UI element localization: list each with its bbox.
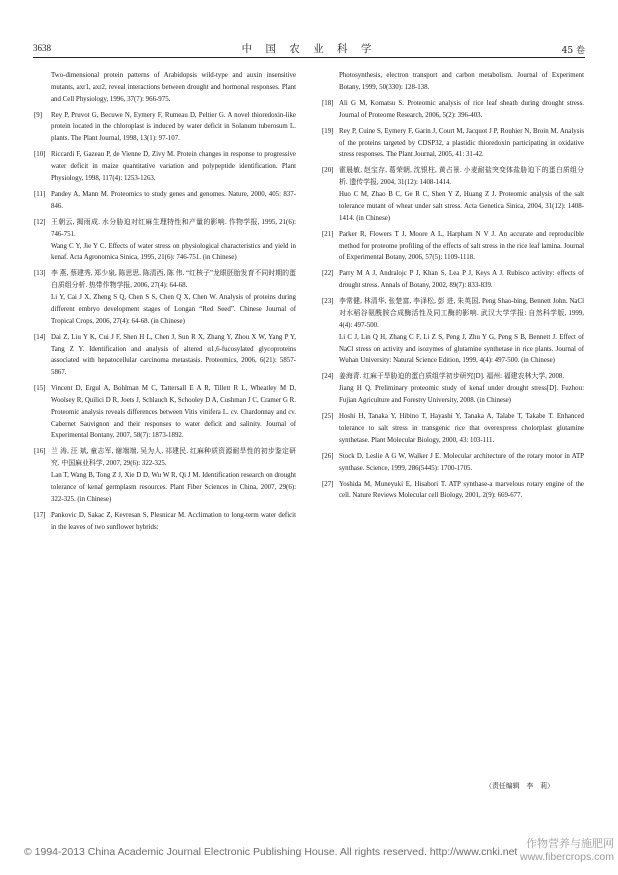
reference-item [34, 110, 296, 145]
reference-text: Rey P, Pruvot G, Becuwe N, Eymery F, Rumeau D, Peltier G. A novel thioredoxin-like protein located in the chloroplast is induced by water deficit in Solanum tuberosum L. plants. The Plant Journal, 1998, 13(1): 97-107. [51, 111, 296, 143]
reference-item [34, 70, 296, 105]
volume-label: 45 卷 [561, 46, 585, 56]
references-right-column [322, 70, 584, 507]
reference-item [322, 371, 584, 406]
reference-text: Two-dimensional protein patterns of Arabidopsis wild-type and auxin insensitive mutants, axr1, axr2, reveal interactions between drought and hormonal responses. Plant and Cell Physiology, 1996, 37(7): 966-975. [51, 72, 296, 103]
reference-text: 兰 涛, 汪 斌, 童志军, 谢端端, 吴为人, 祁建民. 红麻种质资源耐旱性的初步鉴定研究. 中国麻业科学, 2007, 29(6): 322-325. [51, 448, 296, 468]
reference-number: [23] [322, 298, 334, 306]
reference-text: Yoshida M, Muneyuki E, Hisabori T. ATP synthase-a marvelous rotary engine of the cell. Nature Reviews Molecular cell Biology, 2001, 2(9): 669-677. [339, 480, 584, 500]
reference-text: Parry M A J, Andralojc P J, Khan S, Lea P J, Keys A J. Rubisco activity: effects of drought stress. Annals of Botany, 2002, 89(7): 833-839. [339, 270, 584, 290]
reference-number: [25] [322, 413, 334, 421]
reference-number: [15] [34, 385, 46, 393]
reference-item [34, 510, 296, 534]
reference-number: [11] [34, 191, 46, 199]
reference-text: Dai Z, Liu Y K, Cui J F, Shen H L, Chen J, Sun R X, Zhang Y, Zhou X W, Yang P Y, Tang Z Y. Identification and analysis of altered α1,6-fucosylated glycoproteins associated with hepatocellular carcinoma metastasis. Proteomics, 2006, 6(21): 5857-5867. [51, 333, 296, 377]
reference-number: [13] [34, 270, 46, 278]
references-left-column [34, 70, 296, 538]
reference-number: [19] [322, 127, 334, 135]
reference-text: Ali G M, Komatsu S. Proteomic analysis of rice leaf sheath during drought stress. Journal of Proteome Research, 2006, 5(2): 396-403. [339, 99, 584, 119]
reference-item [34, 189, 296, 213]
watermark-url: www.fibercrops.com [520, 851, 614, 863]
reference-text: 王朝云, 揭雨成. 水分胁迫对红麻生理特性和产量的影响. 作物学报, 1995, 21(6): 746-751. [51, 218, 296, 238]
reference-text: Jiang H Q. Preliminary proteomic study of kenaf under drought stress[D]. Fuzhou: Fujian Agriculture and Forestry University, 2008. (in Chinese) [339, 385, 584, 404]
reference-text: 姜海青. 红麻干旱胁迫的蛋白质组学初步研究[D]. 福州: 福建农林大学, 2008. [339, 373, 565, 381]
reference-item [322, 98, 584, 122]
reference-text: Parker R, Flowers T J, Moore A L, Harpham N V J. An accurate and reproducible method for proteome profiling of the effects of salt stress in the rice leaf lamina. Journal of Experimental Botany, 2006, 57(5): 1109-1118. [339, 230, 584, 262]
reference-number: [14] [34, 333, 46, 341]
reference-text: Vincent D, Ergul A, Bohlman M C, Tattersall E A R, Tillett R L, Wheatley M D, Woolsey R, Quilici D R, Joets J, Schlauch K, Schooley D A, Cushman J C, Cramer G R. Proteomic analysis reveals differences between Vitis vinifera L. cv. Chardonnay and cv. Cabernet Sauvignon and their responses to water deficit and salinity. Journal of Experimental Bontany, 2007, 58(7): 1873-1892. [51, 385, 296, 440]
reference-text: Li C J, Lin Q H, Zhang C F, Li Z S, Peng J, Zhu Y G, Peng S B, Bennett J. Effect of NaCl stress on activity and isozymes of glutamine synthetase in rice plants. Journal of Wuhan University: Natural Science Edition, 1999, 4(4): 497-500. (in Chinese) [339, 333, 584, 365]
reference-item [34, 149, 296, 184]
site-watermark [520, 835, 614, 863]
reference-number: [18] [322, 99, 334, 107]
reference-text: Hoshi H, Tanaka Y, Hibino T, Hayashi Y, Tanaka A, Talabe T, Takabe T. Enhanced tolerance to salt stress in transgenic rice that overexpress cholorplast glutamine synthetase. Plant Molecular Biology, 2000, 43: 103-111. [339, 413, 584, 444]
reference-text: Rey P, Cuine S, Eymery F, Garin J, Court M, Jacquot J P, Rouhier N, Broin M. Analysis of the proteins targeted by CDSP32, a plastidic thioredoxin participating in oxidative stress responses. The Plant Journal, 2005, 41: 31-42. [339, 127, 584, 159]
page-footer [0, 837, 618, 863]
reference-text: Photosynthesis, electron transport and carbon metabolism. Journal of Experiment Botany, 1999, 50(330): 128-138. [339, 72, 584, 91]
reference-item [322, 229, 584, 264]
reference-number: [12] [34, 218, 46, 226]
reference-number: [16] [34, 448, 46, 456]
reference-text: 李常健, 林清华, 张楚富, 李泽松, 彭 进, 朱英国, Peng Shao-bing, Bennett John. NaCl 对水稻谷氨酰胺合成酶活性及同工酶的影响. 武汉大学学报: 自然科学版, 1999, 4(4): 497-500. [339, 298, 584, 329]
reference-number: [17] [34, 511, 46, 519]
reference-number: [26] [322, 452, 334, 460]
reference-text: 李 燕, 蔡建秀, 郑少泉, 陈思思, 陈清西, 陈 伟. “红核子”龙眼胚胎发育不同时期的蛋白质组分析. 热带作物学报, 2006, 27(4): 64-68. [51, 270, 296, 290]
reference-item [322, 411, 584, 446]
reference-number: [10] [34, 151, 46, 159]
watermark-cn: 作物营养与施肥网 [526, 837, 614, 850]
reference-item [34, 217, 296, 264]
reference-number: [27] [322, 480, 334, 488]
reference-text: Lan T, Wang B, Tong Z J, Xie D D, Wu W R, Qi J M. Identification research on drought tolerance of kenaf germplasm resources. Plant Fiber Sciences in China, 2007, 29(6): 322-325. (in Chinese) [51, 472, 296, 503]
reference-number: [24] [322, 373, 334, 381]
reference-item [34, 383, 296, 442]
reference-number: [21] [322, 230, 334, 238]
reference-number: [22] [322, 270, 334, 278]
reference-number: [20] [322, 167, 334, 175]
reference-item [322, 165, 584, 224]
reference-item [34, 332, 296, 379]
reference-text: Pandey A, Mann M. Proteomics to study genes and genomes. Nature, 2000, 405: 837-846. [51, 191, 296, 210]
reference-item [322, 479, 584, 503]
reference-text: 霍晨敏, 赵宝存, 葛荣朝, 沈银柱, 黄占景. 小麦耐盐突变体盐胁迫下的蛋白质组分析. 遗传学报, 2004, 31(12): 1408-1414. [339, 167, 584, 187]
reference-item [322, 296, 584, 367]
reference-text: Stock D, Leslie A G W, Walker J E. Molecular architecture of the rotary motor in ATP synthase. Science, 1999, 286(5445): 1700-1705. [339, 452, 584, 472]
reference-item [322, 70, 584, 94]
reference-text: Li Y, Cai J X, Zheng S Q, Chen S S, Chen Q X, Chen W. Analysis of proteins during different embryo development stages of Longan “Red Seed”. Chinese Journal of Tropical Crops, 2006, 27(4): 64-68. (in Chinese) [51, 294, 296, 325]
page-number: 3638 [33, 43, 51, 53]
journal-title: 中 国 农 业 科 学 [241, 43, 377, 55]
reference-number: [9] [34, 111, 43, 119]
reference-text: Wang C Y, Jie Y C. Effects of water stress on physiological characteristics and yield in kenaf. Acta Agronomica Sinica, 1995, 21(6): 746-751. (in Chinese) [51, 242, 296, 262]
copyright-notice: © 1994-2013 China Academic Journal Electronic Publishing House. All rights reserved. http://www.cnki.net [24, 846, 518, 858]
reference-text: Riccardi F, Gazeau P, de Vienne D, Zivy M. Protein changes in response to progressive water deficit in maize quantitative variation and polypeptide identification. Plant Physiology, 1998, 117(4): 1253-1263. [51, 151, 296, 182]
responsible-editor: （责任编辑 李 莉） [485, 782, 554, 790]
reference-text: Pankovic D, Sakac Z, Kevresan S, Plesnicar M. Acclimation to long-term water deficit in the leaves of two sunflower hybrids: [51, 511, 296, 531]
page-header [33, 41, 585, 58]
reference-item [322, 451, 584, 475]
reference-text: Huo C M, Zhao B C, Ge R C, Shen Y Z, Huang Z J. Proteomic analysis of the salt tolerance mutant of wheat under salt stress. Acta Genetica Sinica, 2004, 31(12): 1408-1414. (in Chinese) [339, 191, 584, 222]
reference-item [322, 126, 584, 161]
reference-item [322, 268, 584, 292]
reference-item [34, 268, 296, 327]
reference-item [34, 446, 296, 505]
